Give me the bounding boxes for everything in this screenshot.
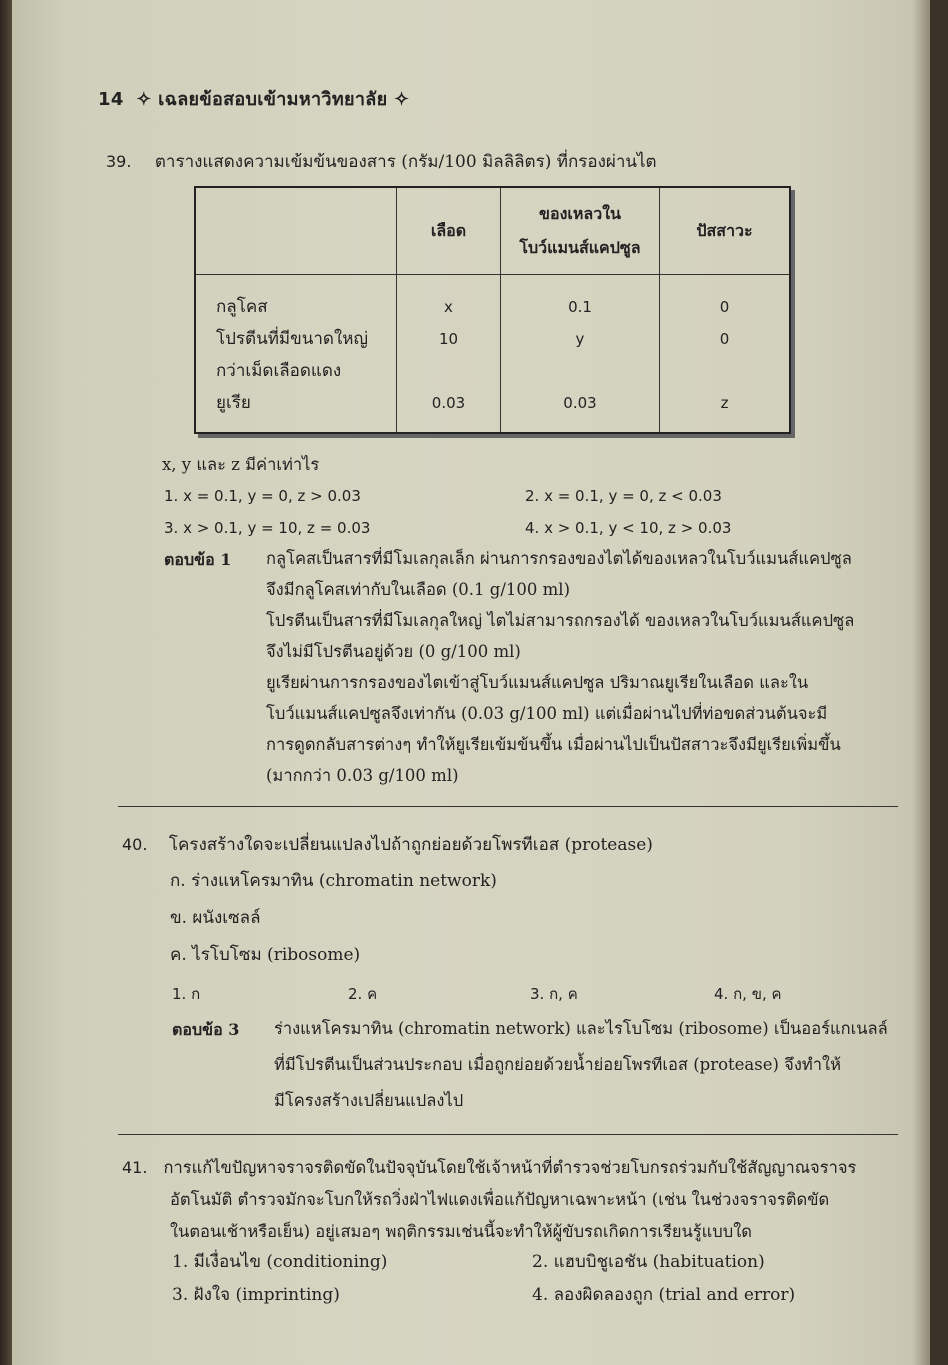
q40-option-3: 3. ก, ค: [530, 985, 578, 1003]
q39-option-3: 3. x > 0.1, y = 10, z = 0.03: [164, 519, 371, 537]
q41-question-line: การแก้ไขปัญหาจราจรติดขัดในปัจจุบันโดยใช้เจ้าหน้าที่ตำรวจช่วยโบกรถร่วมกับใช้สัญญาณจราจร: [163, 1158, 857, 1177]
cell-urea-capsule: 0.03: [563, 394, 597, 412]
q40-question-text: โครงสร้างใดจะเปลี่ยนแปลงไปถ้าถูกย่อยด้วยโพรทีเอส (protease): [168, 835, 653, 855]
cell-urea-urine: z: [720, 394, 729, 412]
table-col-blood: [397, 275, 501, 434]
cell-protein-blood: 10: [438, 330, 459, 348]
table-header-capsule-line1: ของเหลวใน: [539, 204, 621, 223]
row-name-protein-cont: กว่าเม็ดเลือดแดง: [216, 361, 342, 381]
cell-urea-blood: 0.03: [431, 394, 466, 412]
q41-option-1: 1. มีเงื่อนไข (conditioning): [172, 1252, 388, 1272]
q39-option-4: 4. x > 0.1, y < 10, z > 0.03: [525, 519, 732, 537]
q41-question-line: ในตอนเช้าหรือเย็น) อยู่เสมอๆ พฤติกรรมเช่นนี้จะทำให้ผู้ขับรถเกิดการเรียนรู้แบบใด: [170, 1222, 753, 1241]
table-header-capsule-line2: โบว์แมนส์แคปซูล: [519, 238, 641, 257]
table-header-blood: เลือด: [397, 187, 501, 275]
table-col-capsule: [501, 275, 660, 434]
table-col-urine: [660, 275, 791, 434]
section-divider: [118, 806, 898, 807]
cell-glucose-urine: 0: [719, 298, 730, 316]
q40-explanation-line: ร่างแหโครมาทิน (chromatin network) และไรโบโซม (ribosome) เป็นออร์แกเนลล์: [274, 1019, 888, 1038]
q40-option-1: 1. ก: [172, 985, 201, 1003]
page-header: [98, 84, 409, 113]
q40-explanation: [274, 1011, 902, 1119]
q41-question: [122, 1152, 912, 1248]
q39-option-2: 2. x = 0.1, y = 0, z < 0.03: [525, 487, 722, 505]
cell-glucose-capsule: 0.1: [568, 298, 592, 316]
q39-explanation-line: จึงไม่มีโปรตีนอยู่ด้วย (0 g/100 ml): [266, 642, 521, 661]
q40-explanation-line: ที่มีโปรตีนเป็นส่วนประกอบ เมื่อถูกย่อยด้วยน้ำย่อยโพรทีเอส (protease) จึงทำให้: [274, 1055, 841, 1074]
row-name-protein: โปรตีนที่มีขนาดใหญ่: [216, 329, 368, 349]
q40-item-b: ข. ผนังเซลล์: [170, 908, 261, 928]
q39-prompt: x, y และ z มีค่าเท่าไร: [162, 455, 320, 474]
q40-explanation-line: มีโครงสร้างเปลี่ยนแปลงไป: [274, 1091, 464, 1110]
q39-answer-label: ตอบข้อ 1: [164, 550, 232, 569]
q40-option-4: 4. ก, ข, ค: [714, 985, 782, 1003]
row-name-glucose: กลูโคส: [216, 297, 268, 317]
page-right-edge: [912, 0, 930, 1365]
q41-question-line: อัตโนมัติ ตำรวจมักจะโบกให้รถวิ่งฝ่าไฟแดงเพื่อแก้ปัญหาเฉพาะหน้า (เช่น ในช่วงจราจรติดขัด: [170, 1190, 830, 1209]
q39-explanation-line: การดูดกลับสารต่างๆ ทำให้ยูเรียเข้มข้นขึ้น เมื่อผ่านไปเป็นปัสสาวะจึงมียูเรียเพิ่มขึ้น: [266, 735, 841, 754]
q39-number: 39.: [106, 152, 132, 171]
q40-item-c: ค. ไรโบโซม (ribosome): [170, 945, 361, 965]
q41-option-4: 4. ลองผิดลองถูก (trial and error): [532, 1285, 796, 1305]
q39-explanation-line: (มากกว่า 0.03 g/100 ml): [266, 766, 459, 785]
q41-option-3: 3. ฝังใจ (imprinting): [172, 1285, 340, 1305]
book-page: [12, 0, 930, 1365]
cell-protein-urine: 0: [719, 330, 730, 348]
table-row-names: [195, 275, 397, 434]
table-header-empty: [195, 187, 397, 275]
q39-explanation-line: โปรตีนเป็นสารที่มีโมเลกุลใหญ่ ไตไม่สามารถกรองได้ ของเหลวในโบว์แมนส์แคปซูล: [266, 611, 855, 630]
q40-item-a: ก. ร่างแหโครมาทิน (chromatin network): [170, 871, 497, 891]
page-number: 14: [98, 89, 124, 110]
q39-explanation-line: ยูเรียผ่านการกรองของไตเข้าสู่โบว์แมนส์แคปซูล ปริมาณยูเรียในเลือด และใน: [266, 673, 809, 692]
q39-question: [106, 148, 657, 175]
section-divider: [118, 1134, 898, 1135]
q40-question: [122, 831, 653, 858]
table-header-urine: ปัสสาวะ: [660, 187, 791, 275]
concentration-table: [194, 186, 791, 434]
q39-explanation: [266, 543, 902, 791]
row-name-urea: ยูเรีย: [216, 393, 251, 413]
q41-option-2: 2. แฮบบิชูเอชัน (habituation): [532, 1252, 765, 1272]
cell-protein-capsule: y: [575, 330, 585, 348]
q39-question-text: ตารางแสดงความเข้มข้นของสาร (กรัม/100 มิลลิลิตร) ที่กรองผ่านไต: [154, 152, 657, 172]
cell-glucose-blood: x: [444, 298, 453, 316]
q40-answer-label: ตอบข้อ 3: [172, 1020, 240, 1039]
q39-explanation-line: กลูโคสเป็นสารที่มีโมเลกุลเล็ก ผ่านการกรองของไตได้ของเหลวในโบว์แมนส์แคปซูล: [266, 549, 852, 568]
table-header-capsule: [501, 187, 660, 275]
q40-option-2: 2. ค: [348, 985, 378, 1003]
q39-explanation-line: จึงมีกลูโคสเท่ากับในเลือด (0.1 g/100 ml): [266, 580, 571, 599]
q40-number: 40.: [122, 835, 148, 854]
q39-option-1: 1. x = 0.1, y = 0, z > 0.03: [164, 487, 361, 505]
q41-number: 41.: [122, 1158, 148, 1177]
q39-explanation-line: โบว์แมนส์แคปซูลจึงเท่ากัน (0.03 g/100 ml) แต่เมื่อผ่านไปที่ท่อขดส่วนต้นจะมี: [266, 704, 828, 723]
header-title: ✧ เฉลยข้อสอบเข้ามหาวิทยาลัย ✧: [136, 89, 410, 110]
book-binding-edge: [0, 0, 12, 1365]
